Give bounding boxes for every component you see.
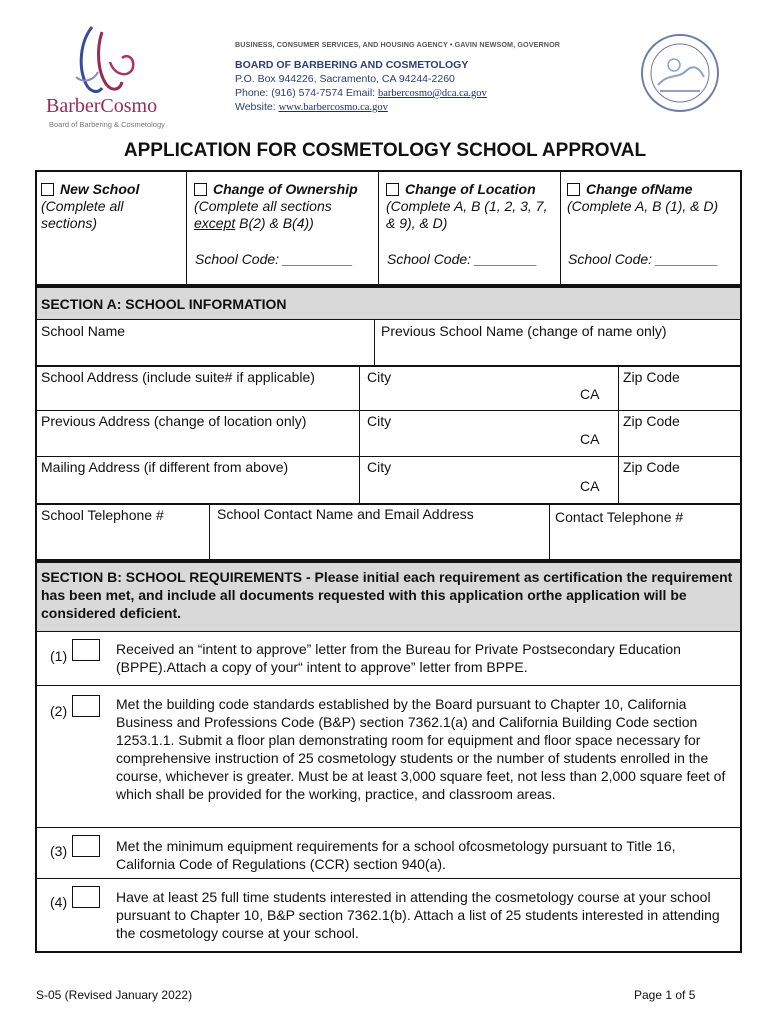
zip-label: Zip Code — [623, 413, 680, 429]
page-title: APPLICATION FOR COSMETOLOGY SCHOOL APPROVAL — [123, 140, 647, 161]
requirement-text: Have at least 25 full time students interested in attending the cosmetology course at your school pursuant to Chapter 10, B&P section 7362.1(b). Attach a list of 25 students interested in attending the cosmetology course at your school. — [116, 889, 720, 941]
board-website-line — [235, 101, 388, 113]
board-name: BOARD OF BARBERING AND COSMETOLOGY — [235, 59, 469, 71]
option-label: New School — [60, 181, 140, 197]
option-change-name[interactable] — [567, 181, 739, 215]
state-seal-icon — [640, 33, 720, 113]
requirement-number: (2) — [50, 703, 68, 719]
email-link[interactable]: barbercosmo@dca.ca.gov — [378, 88, 487, 99]
change-ownership-checkbox[interactable] — [194, 183, 207, 196]
option-change-location[interactable] — [386, 181, 556, 232]
website-link[interactable]: www.barbercosmo.ca.gov — [278, 102, 388, 113]
agency-line: BUSINESS, CONSUMER SERVICES, AND HOUSING AGENCY • GAVIN NEWSOM, GOVERNOR — [235, 40, 561, 49]
requirement-text: Received an “intent to approve” letter from the Bureau for Private Postsecondary Education (BPPE).Attach a copy of your“ intent to approve” letter from BPPE. — [116, 641, 681, 675]
change-name-checkbox[interactable] — [567, 183, 580, 196]
city-label: City — [367, 369, 392, 385]
school-code-name[interactable]: School Code: ________ — [568, 251, 719, 267]
requirement-text: Met the building code standards established by the Board pursuant to Chapter 10, California Business and Professions Code (B&P) section 7362.1(a) and California Building Code section 1253.1.1. Submit a floor plan demonstrating room for equipment and floor space necessary for comprehensive instruction of 25 cosmetology students or the number of students enrolled in the course, whichever is greater. Must be at least 3,000 square feet, not less than 2,000 square feet of which shall be provided for the working, practice, and classroom areas. — [116, 696, 726, 802]
board-address: P.O. Box 944226, Sacramento, CA 94244-2260 — [235, 73, 455, 85]
city-label: City — [367, 459, 392, 475]
board-contact-line — [235, 87, 487, 99]
state-value: CA — [580, 431, 600, 447]
school-name-label: School Name — [41, 323, 126, 339]
option-note: (Complete all sections except B(2) & B(4)) — [194, 198, 332, 231]
option-label: Change of Location — [405, 181, 536, 197]
option-note: (Complete A, B (1, 2, 3, 7, & 9), & D) — [386, 198, 548, 231]
option-label: Change ofName — [586, 181, 693, 197]
form-number: S-05 (Revised January 2022) — [36, 988, 193, 1002]
phone-text: Phone: (916) 574-7574 Email: — [235, 87, 379, 99]
previous-name-label: Previous School Name (change of name only) — [381, 323, 667, 339]
zip-label: Zip Code — [623, 459, 680, 475]
requirement-number: (3) — [50, 843, 68, 859]
section-b-heading: SECTION B: SCHOOL REQUIREMENTS - Please initial each requirement as certification the requirement has been met, and include all documents requested with this application orthe application will be considered deficient. — [37, 563, 740, 631]
section-a-heading: SECTION A: SCHOOL INFORMATION — [37, 288, 740, 319]
school-address-label: School Address (include suite# if applicable) — [41, 369, 315, 385]
change-location-checkbox[interactable] — [386, 183, 399, 196]
mailing-address-label: Mailing Address (if different from above) — [41, 459, 289, 475]
previous-address-label: Previous Address (change of location only) — [41, 413, 307, 429]
initial-box-1[interactable] — [72, 639, 100, 661]
logo-wordmark: BarberCosmo — [46, 95, 158, 117]
school-code-location[interactable]: School Code: ________ — [387, 251, 538, 267]
requirement-number: (4) — [50, 894, 68, 910]
state-value: CA — [580, 386, 600, 402]
zip-label: Zip Code — [623, 369, 680, 385]
option-new-school[interactable] — [41, 181, 181, 232]
requirement-number: (1) — [50, 648, 68, 664]
website-label: Website: — [235, 101, 279, 113]
option-change-ownership[interactable] — [194, 181, 376, 232]
page-number: Page 1 of 5 — [634, 988, 696, 1002]
logo-subtitle: Board of Barbering & Cosmetology — [49, 120, 165, 129]
initial-box-2[interactable] — [72, 695, 100, 717]
option-note: (Complete all sections) — [41, 198, 124, 231]
state-value: CA — [580, 478, 600, 494]
new-school-checkbox[interactable] — [41, 183, 54, 196]
contact-label: School Contact Name and Email Address — [217, 506, 474, 522]
initial-box-4[interactable] — [72, 886, 100, 908]
requirement-text: Met the minimum equipment requirements for a school ofcosmetology pursuant to Title 16, California Code of Regulations (CCR) section 940(a). — [116, 838, 676, 872]
contact-phone-label: Contact Telephone # — [555, 509, 684, 525]
option-note: (Complete A, B (1), & D) — [567, 198, 719, 214]
telephone-label: School Telephone # — [41, 507, 164, 523]
city-label: City — [367, 413, 392, 429]
initial-box-3[interactable] — [72, 835, 100, 857]
option-label: Change of Ownership — [213, 181, 358, 197]
school-code-ownership[interactable]: School Code: _________ — [195, 251, 354, 267]
